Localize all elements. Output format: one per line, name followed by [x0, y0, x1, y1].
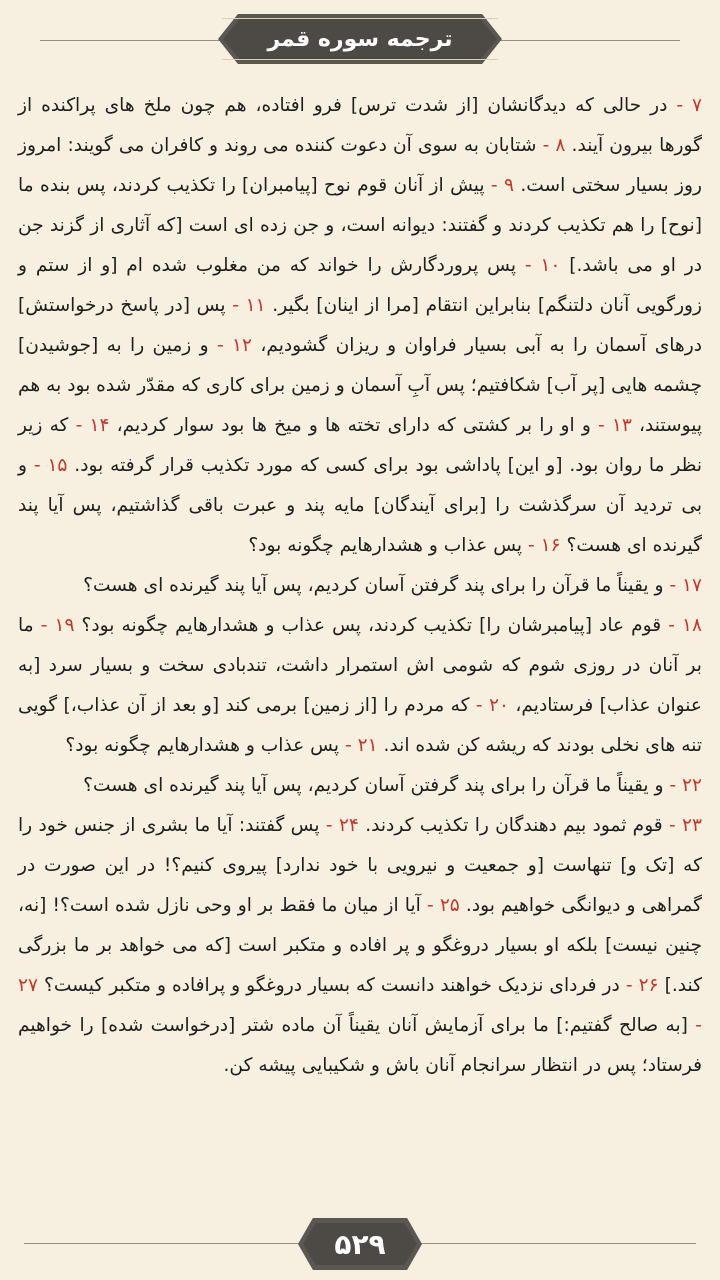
verse-number: ۲۳ - — [669, 815, 703, 836]
verse-paragraph — [18, 806, 702, 1086]
verse-text: در حالی که دیدگانشان [از شدت ترس] فرو افتاده، هم چون ملخ های پراکنده از گورها بیرون آیند. — [18, 95, 702, 156]
verse-number: ۲۷ - — [18, 975, 702, 1036]
verse-text: قوم ثمود بیم دهندگان را تکذیب کردند. — [358, 815, 670, 836]
verse-text: قوم عاد [پیامبرشان را] تکذیب کردند، پس عذاب و هشدارهایم چگونه بود؟ — [74, 615, 669, 636]
verse-number: ۱۱ - — [232, 295, 266, 316]
verse-text: [به صالح گفتیم:] ما برای آزمایش آنان یقیناً آن ماده شتر [درخواست شده] را خواهیم فرستاد؛ پس در انتظار سرانجام آنان باش و شکیبایی پیشه کن. — [18, 1015, 702, 1076]
verse-number: ۱۳ - — [598, 415, 632, 436]
verse-text: و او را بر کشتی که دارای تخته ها و میخ ها بود سوار کردیم، — [109, 415, 598, 436]
verse-number: ۱۶ - — [528, 535, 561, 556]
verse-text: و بی تردید آن سرگذشت را [برای آیندگان] مایه پند و عبرت باقی گذاشتیم، پس آیا پند گیرنده ای هست؟ — [18, 455, 702, 556]
verse-text: و یقیناً ما قرآن را برای پند گرفتن آسان کردیم، پس آیا پند گیرنده ای هست؟ — [83, 575, 670, 596]
verse-number: ۲۴ - — [325, 815, 359, 836]
verse-paragraph — [18, 766, 702, 806]
verse-paragraph — [18, 606, 702, 766]
verse-number: ۱۵ - — [33, 455, 68, 476]
page-number: ۵۲۹ — [334, 1227, 386, 1261]
verse-number: ۱۹ - — [40, 615, 75, 636]
verse-number: ۱۰ - — [524, 255, 561, 276]
verse-number: ۸ - — [542, 135, 566, 156]
verse-number: ۹ - — [490, 175, 514, 196]
verse-text: آیا از میان ما فقط بر او وحی نازل شده است؟! [نه، چنین نیست] بلکه او بسیار دروغگو و پر افاده و متکبر است [که می خواهد بر ما بزرگی کند.] — [18, 895, 702, 996]
verse-number: ۲۲ - — [669, 775, 702, 796]
verse-text: پس عذاب و هشدارهایم چگونه بود؟ — [248, 535, 529, 556]
translation-text — [18, 86, 702, 1086]
verse-number: ۱۲ - — [216, 335, 252, 356]
verse-text: پیش از آنان قوم نوح [پیامبران] را تکذیب کردند، پس بنده ما [نوح] را هم تکذیب کردند و گفتند: دیوانه است، و جن زده ای است [که آثاری از گزند جن در او می باشد.] — [18, 175, 702, 276]
page-title: ترجمه سوره قمر — [267, 26, 453, 52]
verse-number: ۲۶ - — [625, 975, 659, 996]
verse-number: ۱۸ - — [668, 615, 702, 636]
verse-text: ما بر آنان در روزی شوم که شومی اش استمرار داشت، تندبادی سخت و بسیار سرد [به عنوان عذاب] فرستادیم، — [18, 615, 702, 716]
verse-text: شتابان به سوی آن دعوت کننده می روند و کافران می گویند: امروز روز بسیار سختی است. — [18, 135, 702, 196]
verse-text: پس پروردگارش را خواند که من مغلوب شده ام [و از ستم و زورگویی آنان دلتنگم] بنابراین انتقام [مرا از اینان] بگیر. — [18, 255, 703, 316]
verse-paragraph — [18, 566, 702, 606]
verse-text: در فردای نزدیک خواهند دانست که بسیار دروغگو و پرافاده و متکبر کیست؟ — [37, 975, 626, 996]
verse-text: که مردم را [از زمین] برمی کند [و بعد از آن عذاب،] گویی تنه های نخلی بودند که ریشه کن شده اند. — [18, 695, 702, 756]
verse-text: و یقیناً ما قرآن را برای پند گرفتن آسان کردیم، پس آیا پند گیرنده ای هست؟ — [83, 775, 670, 796]
verse-number: ۱۴ - — [75, 415, 110, 436]
verse-number: ۷ - — [676, 95, 702, 116]
verse-text: که زیر نظر ما روان بود. [و این] پاداشی بود برای کسی که مورد تکذیب قرار گرفته بود. — [18, 415, 703, 476]
verse-number: ۲۱ - — [344, 735, 378, 756]
verse-text: پس گفتند: آیا ما بشری از جنس خود را که [تک و] تنهاست [و جمعیت و نیرویی با خود ندارد] پیروی کنیم؟! در این صورت در گمراهی و دیوانگی خواهیم بود. — [18, 815, 702, 916]
verse-paragraph — [18, 86, 702, 566]
verse-text: و زمین را به [جوشیدن] چشمه هایی [پر آب] شکافتیم؛ پس آبِ آسمان و زمین برای کاری که مقدّر شده بود به هم پیوستند، — [18, 335, 702, 436]
verse-text: پس [در پاسخ درخواستش] درهای آسمان را به آبی بسیار فراوان و ریزان گشودیم، — [18, 295, 702, 356]
verse-number: ۲۵ - — [426, 895, 460, 916]
verse-text: پس عذاب و هشدارهایم چگونه بود؟ — [65, 735, 345, 756]
verse-number: ۲۰ - — [475, 695, 509, 716]
verse-number: ۱۷ - — [669, 575, 702, 596]
